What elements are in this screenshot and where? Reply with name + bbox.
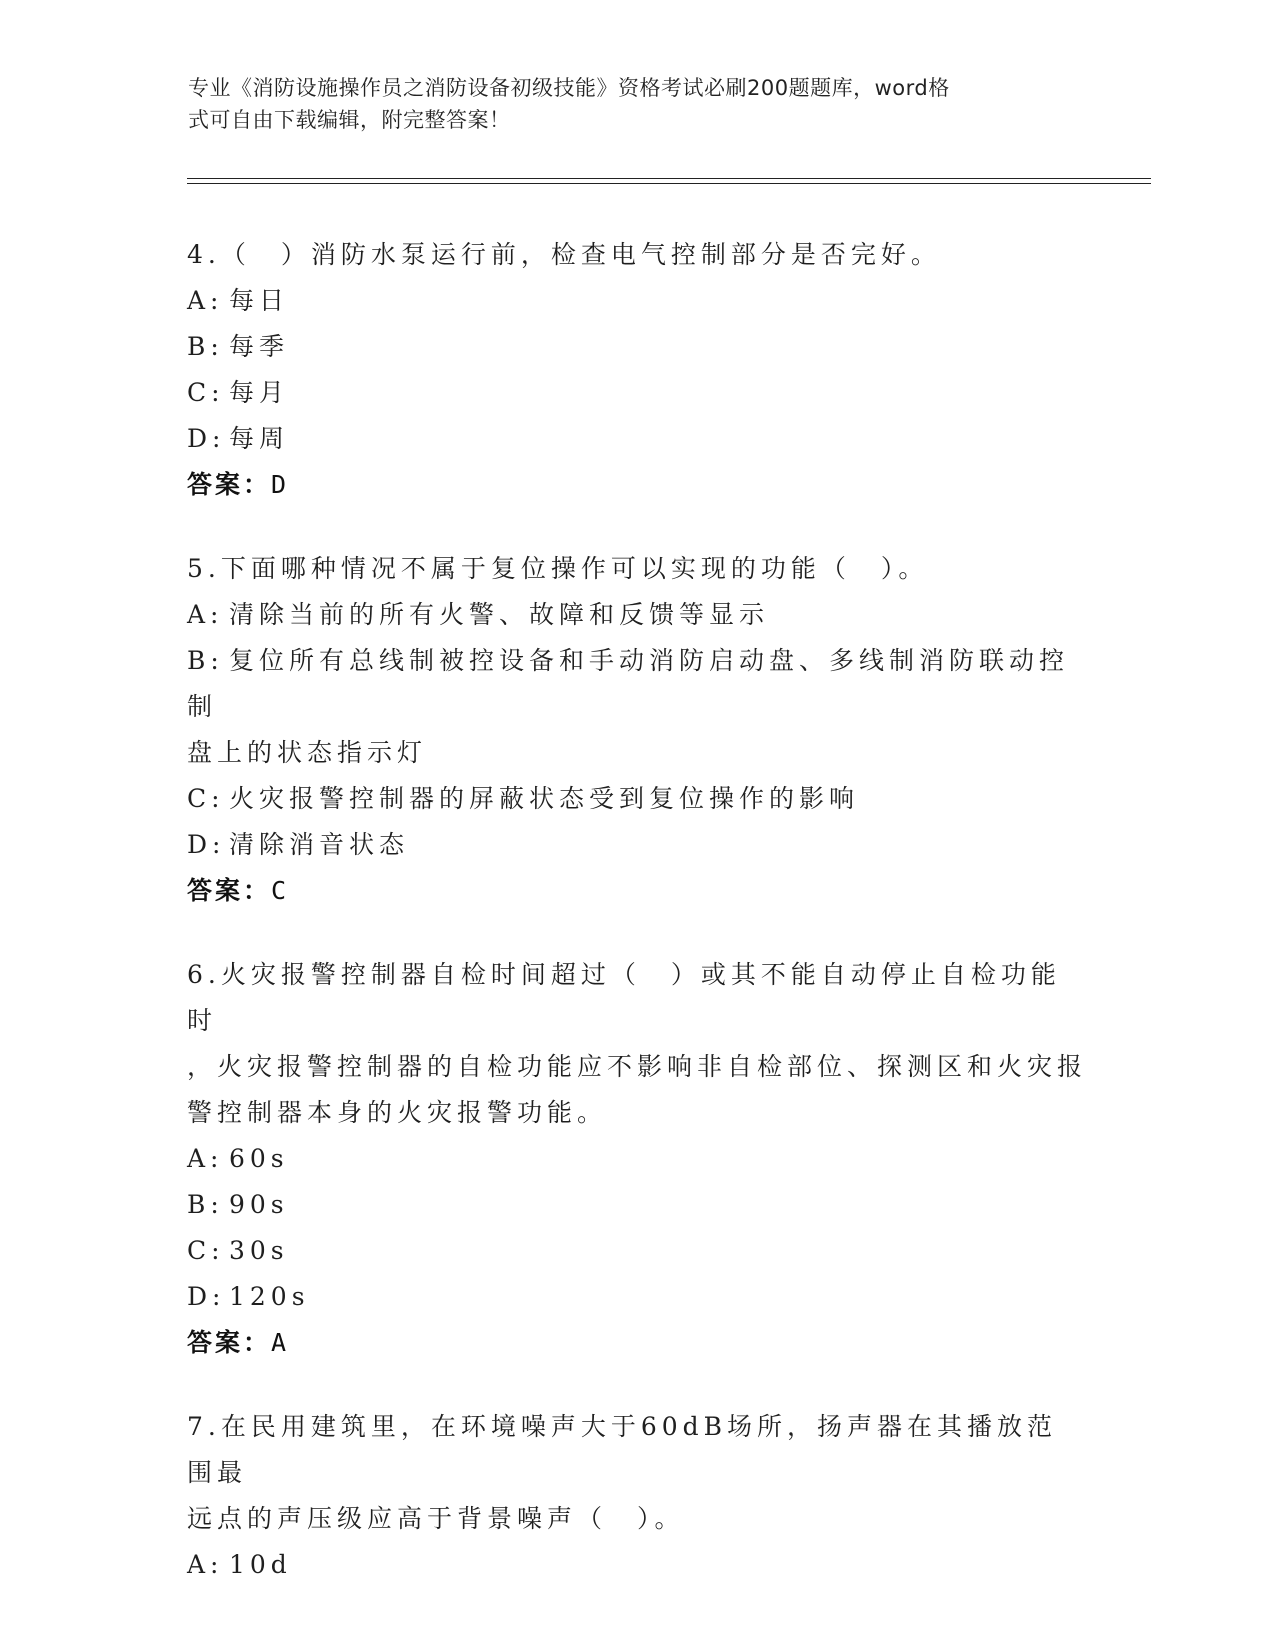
header-title-line-2: 式可自由下载编辑，附完整答案！ bbox=[188, 108, 511, 132]
option-text: 清除消音状态 bbox=[229, 830, 410, 859]
option-label: A: bbox=[187, 1144, 224, 1173]
option-a bbox=[187, 592, 1087, 638]
answer-label: 答案： bbox=[187, 470, 272, 499]
option-text: 30s bbox=[229, 1236, 289, 1265]
option-label: D: bbox=[187, 830, 226, 859]
answer bbox=[187, 462, 1087, 508]
option-label: B: bbox=[187, 646, 224, 675]
option-c bbox=[187, 1228, 1087, 1274]
option-text: 120s bbox=[229, 1282, 310, 1311]
option-d bbox=[187, 416, 1087, 462]
option-b bbox=[187, 638, 1087, 730]
answer bbox=[187, 1320, 1087, 1366]
option-label: C: bbox=[187, 378, 225, 407]
answer-label: 答案： bbox=[187, 876, 272, 905]
option-d bbox=[187, 1274, 1087, 1320]
document-header bbox=[188, 72, 1068, 136]
option-text: 每月 bbox=[229, 378, 290, 407]
question-stem: 6.火灾报警控制器自检时间超过（ ）或其不能自动停止自检功能时 bbox=[187, 960, 1061, 1035]
option-text: 复位所有总线制被控设备和手动消防启动盘、多线制消防联动控制 bbox=[187, 646, 1070, 721]
question-stem-line-2: 远点的声压级应高于背景噪声（ ）。 bbox=[187, 1504, 685, 1533]
question-7 bbox=[187, 1404, 1087, 1588]
option-a bbox=[187, 1542, 1087, 1588]
question-stem: 5.下面哪种情况不属于复位操作可以实现的功能（ ）。 bbox=[187, 554, 929, 583]
option-label: A: bbox=[187, 1550, 224, 1579]
question-4 bbox=[187, 232, 1087, 508]
option-text: 火灾报警控制器的屏蔽状态受到复位操作的影响 bbox=[229, 784, 860, 813]
option-text: 90s bbox=[229, 1190, 289, 1219]
option-text: 10d bbox=[229, 1550, 292, 1579]
option-label: D: bbox=[187, 1282, 226, 1311]
answer-value: D bbox=[271, 470, 290, 499]
question-6 bbox=[187, 952, 1087, 1366]
header-divider-bottom bbox=[187, 183, 1151, 184]
question-5 bbox=[187, 546, 1087, 914]
option-label: B: bbox=[187, 1190, 224, 1219]
option-text: 清除当前的所有火警、故障和反馈等显示 bbox=[229, 600, 770, 629]
option-label: A: bbox=[187, 286, 224, 315]
question-stem: 7.在民用建筑里，在环境噪声大于60dB场所，扬声器在其播放范围最 bbox=[187, 1412, 1058, 1487]
option-a bbox=[187, 1136, 1087, 1182]
option-a bbox=[187, 278, 1087, 324]
option-c bbox=[187, 776, 1087, 822]
option-d bbox=[187, 822, 1087, 868]
option-c bbox=[187, 370, 1087, 416]
option-label: B: bbox=[187, 332, 224, 361]
header-title-line-1: 专业《消防设施操作员之消防设备初级技能》资格考试必刷200题题库，word格 bbox=[188, 76, 950, 100]
option-text: 每日 bbox=[229, 286, 290, 315]
option-label: D: bbox=[187, 424, 226, 453]
option-text: 每季 bbox=[229, 332, 290, 361]
option-b bbox=[187, 1182, 1087, 1228]
option-b-continued: 盘上的状态指示灯 bbox=[187, 738, 428, 767]
question-stem-line-2: ，火灾报警控制器的自检功能应不影响非自检部位、探测区和火灾报 bbox=[187, 1052, 1088, 1081]
option-text: 60s bbox=[229, 1144, 289, 1173]
option-label: C: bbox=[187, 784, 225, 813]
option-b bbox=[187, 324, 1087, 370]
option-label: A: bbox=[187, 600, 224, 629]
answer-label: 答案： bbox=[187, 1328, 272, 1357]
option-label: C: bbox=[187, 1236, 225, 1265]
question-list bbox=[187, 232, 1087, 1626]
answer-value: C bbox=[271, 876, 290, 905]
answer-value: A bbox=[271, 1328, 290, 1357]
answer bbox=[187, 868, 1087, 914]
question-stem-line-3: 警控制器本身的火灾报警功能。 bbox=[187, 1098, 608, 1127]
header-divider-top bbox=[187, 178, 1151, 179]
option-text: 每周 bbox=[229, 424, 290, 453]
question-stem: 4.（ ）消防水泵运行前，检查电气控制部分是否完好。 bbox=[187, 240, 941, 269]
